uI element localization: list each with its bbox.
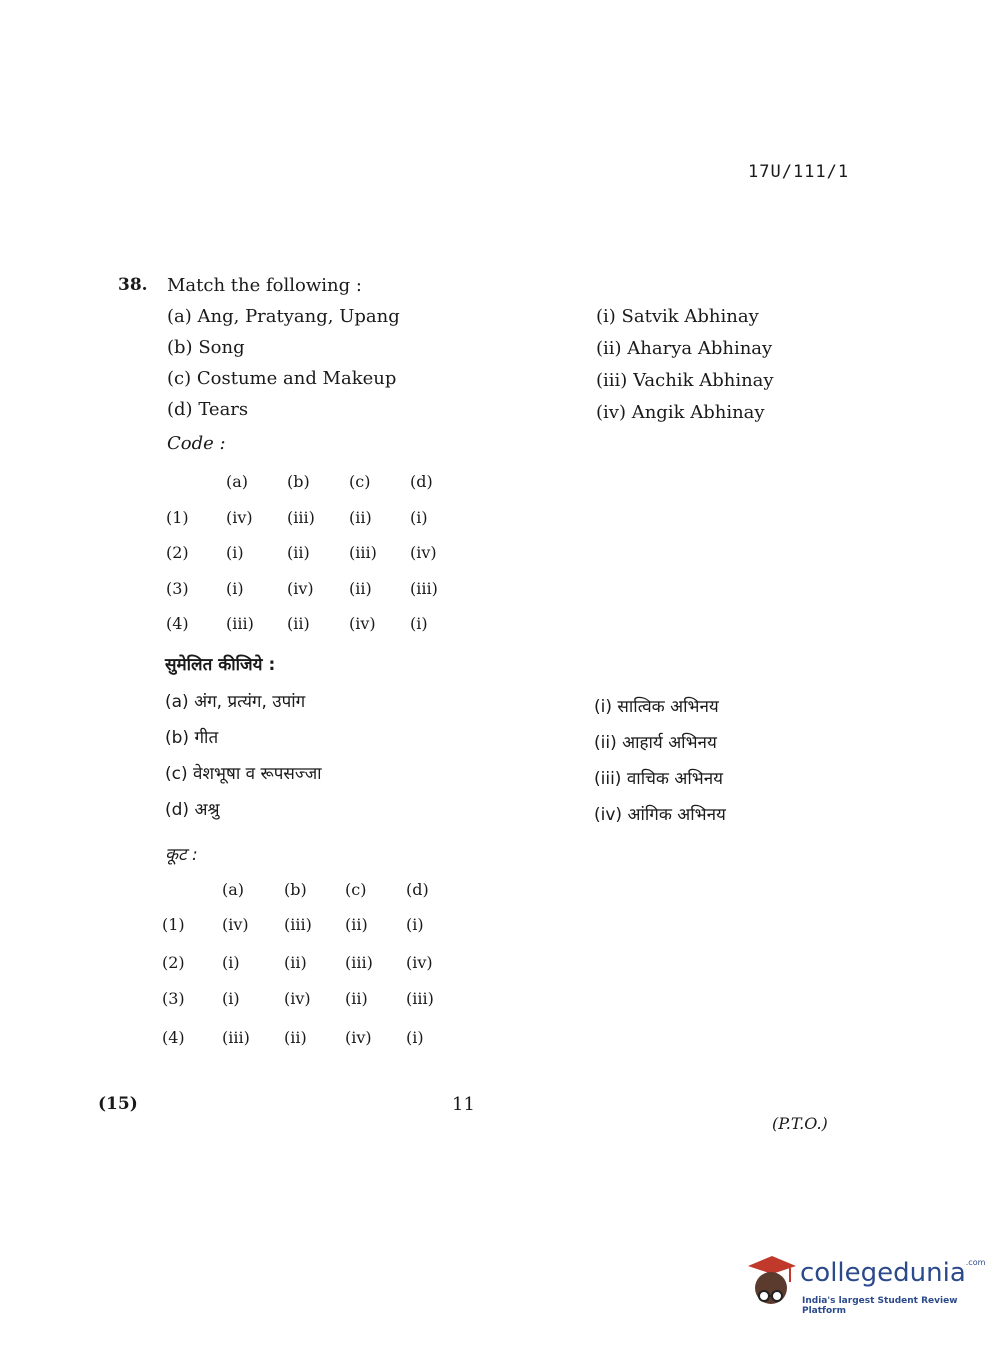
item-text: Angik Abhinay: [631, 402, 765, 423]
item-label: (ii): [594, 733, 617, 753]
item-label: (c): [167, 368, 192, 389]
english-right-item-iii: [596, 370, 774, 391]
code-header-b: (b): [284, 880, 307, 899]
hindi-left-item-c: [165, 761, 322, 784]
item-text: Song: [198, 337, 245, 358]
code-header-c: (c): [345, 880, 367, 899]
item-label: (iv): [596, 402, 626, 423]
item-label: (d): [165, 800, 190, 820]
code-value: (i): [406, 915, 424, 934]
code-option: (1): [166, 508, 189, 527]
item-text: गीत: [194, 728, 219, 748]
code-option: (4): [162, 1028, 185, 1047]
item-label: (a): [167, 306, 192, 327]
collegedunia-watermark: [744, 1252, 986, 1316]
item-label: (b): [165, 728, 190, 748]
code-value: (iii): [410, 579, 438, 598]
english-code-label: Code :: [167, 433, 226, 454]
code-option: (2): [166, 543, 189, 562]
item-text: Aharya Abhinay: [627, 338, 773, 359]
code-header-d: (d): [406, 880, 429, 899]
item-label: (iii): [596, 370, 628, 391]
hindi-right-item-i: [594, 694, 719, 717]
code-value: (iv): [349, 614, 376, 633]
item-label: (iv): [594, 805, 623, 825]
question-count: (15): [98, 1094, 138, 1114]
code-value: (ii): [349, 579, 372, 598]
item-label: (i): [594, 697, 612, 717]
hindi-right-item-ii: [594, 730, 717, 753]
code-option: (1): [162, 915, 185, 934]
hindi-code-label: कूट :: [165, 845, 198, 865]
brand-text: collegedunia: [800, 1258, 966, 1288]
pto-note: (P.T.O.): [772, 1114, 828, 1133]
code-value: (ii): [349, 508, 372, 527]
english-right-item-ii: [596, 338, 772, 359]
english-right-item-iv: [596, 402, 765, 423]
item-text: Vachik Abhinay: [633, 370, 774, 391]
item-label: (iii): [594, 769, 622, 789]
item-text: Ang, Pratyang, Upang: [197, 306, 400, 327]
item-text: वेशभूषा व रूपसज्जा: [193, 764, 322, 784]
page-number: 11: [452, 1094, 475, 1115]
item-text: आहार्य अभिनय: [622, 733, 717, 753]
english-left-item-a: [167, 306, 400, 327]
code-value: (ii): [287, 614, 310, 633]
hindi-right-item-iii: [594, 766, 723, 789]
code-header-a: (a): [226, 472, 249, 491]
hindi-right-item-iv: [594, 802, 726, 825]
code-header-c: (c): [349, 472, 371, 491]
code-value: (iv): [226, 508, 253, 527]
code-value: (iii): [222, 1028, 250, 1047]
code-value: (ii): [345, 915, 368, 934]
code-value: (ii): [284, 1028, 307, 1047]
english-right-item-i: [596, 306, 759, 327]
code-value: (iii): [284, 915, 312, 934]
code-value: (iii): [406, 989, 434, 1008]
item-label: (a): [165, 692, 189, 712]
item-label: (b): [167, 337, 193, 358]
code-header-d: (d): [410, 472, 433, 491]
code-value: (iv): [345, 1028, 372, 1047]
paper-code: 17U/111/1: [748, 162, 850, 182]
item-text: Satvik Abhinay: [621, 306, 759, 327]
code-header-a: (a): [222, 880, 245, 899]
item-text: वाचिक अभिनय: [626, 769, 723, 789]
code-option: (2): [162, 953, 185, 972]
code-value: (iv): [287, 579, 314, 598]
code-value: (iv): [222, 915, 249, 934]
code-value: (i): [406, 1028, 424, 1047]
english-prompt: Match the following :: [167, 275, 362, 296]
english-left-item-b: [167, 337, 245, 358]
item-text: आंगिक अभिनय: [627, 805, 726, 825]
question-number: 38.: [118, 275, 148, 295]
code-value: (iv): [410, 543, 437, 562]
code-value: (i): [222, 953, 240, 972]
code-value: (iv): [406, 953, 433, 972]
code-value: (iv): [284, 989, 311, 1008]
english-left-item-d: [167, 399, 248, 420]
code-value: (iii): [287, 508, 315, 527]
code-option: (3): [162, 989, 185, 1008]
item-text: Tears: [198, 399, 249, 420]
item-text: Costume and Makeup: [196, 368, 397, 389]
english-left-item-c: [167, 368, 396, 389]
code-value: (iii): [345, 953, 373, 972]
item-label: (i): [596, 306, 616, 327]
item-text: अश्रु: [194, 800, 220, 820]
code-option: (3): [166, 579, 189, 598]
item-label: (d): [167, 399, 193, 420]
code-value: (iii): [349, 543, 377, 562]
code-option: (4): [166, 614, 189, 633]
code-value: (ii): [345, 989, 368, 1008]
brand-name: [800, 1258, 985, 1288]
brand-suffix: .com: [965, 1258, 986, 1267]
code-header-b: (b): [287, 472, 310, 491]
item-text: सात्विक अभिनय: [617, 697, 719, 717]
brand-tagline: India's largest Student Review Platform: [802, 1296, 958, 1316]
code-value: (i): [222, 989, 240, 1008]
hindi-prompt: सुमेलित कीजिये :: [165, 655, 276, 675]
mascot-icon: [744, 1252, 798, 1312]
item-label: (c): [165, 764, 188, 784]
item-text: अंग, प्रत्यंग, उपांग: [194, 692, 306, 712]
code-value: (ii): [287, 543, 310, 562]
code-value: (iii): [226, 614, 254, 633]
code-value: (i): [226, 543, 244, 562]
hindi-left-item-a: [165, 689, 305, 712]
item-label: (ii): [596, 338, 622, 359]
code-value: (i): [226, 579, 244, 598]
hindi-left-item-b: [165, 725, 218, 748]
code-value: (i): [410, 508, 428, 527]
code-value: (i): [410, 614, 428, 633]
hindi-left-item-d: [165, 797, 220, 820]
code-value: (ii): [284, 953, 307, 972]
